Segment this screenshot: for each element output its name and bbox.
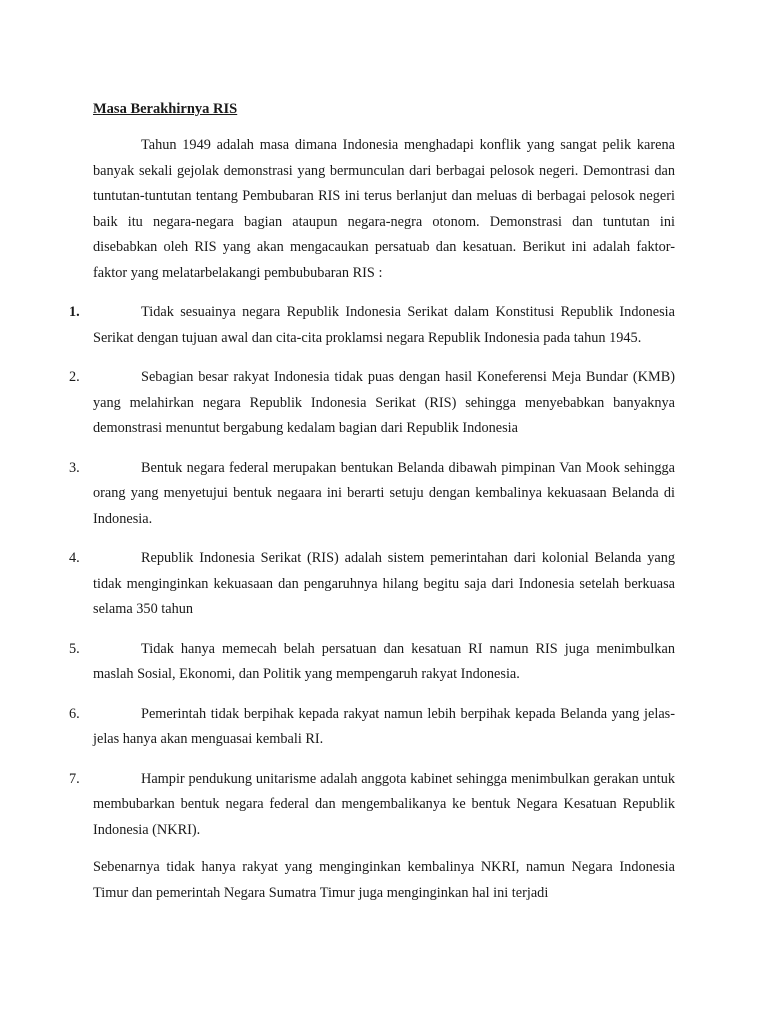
list-item-number: 1. (69, 304, 80, 320)
list-item-number: 5. (69, 640, 80, 657)
list-item (69, 637, 675, 688)
list-item-text: Bentuk negara federal merupakan bentukan Belanda dibawah pimpinan Van Mook sehingga orang yang menyetujui bentuk negaara ini berarti setuju dengan kembalinya kekuasaan Belanda di Indonesia. (93, 459, 675, 527)
closing-paragraph: Sebenarnya tidak hanya rakyat yang menginginkan kembalinya NKRI, namun Negara Indonesia Timur dan pemerintah Negara Sumatra Timur juga menginginkan hal ini terjadi (93, 859, 675, 901)
list-item-text: Pemerintah tidak berpihak kepada rakyat namun lebih berpihak kepada Belanda yang jelas-jelas hanya akan menguasai kembali RI. (93, 705, 675, 747)
list-item-text: Tidak sesuainya negara Republik Indonesia Serikat dalam Konstitusi Republik Indonesia Serikat dengan tujuan awal dan cita-cita proklamsi negara Republik Indonesia pada tahun 1945. (93, 304, 675, 346)
list-item-number: 3. (69, 459, 80, 476)
list-item-number: 2. (69, 369, 80, 385)
list-item-text: Sebagian besar rakyat Indonesia tidak puas dengan hasil Koneferensi Meja Bundar (KMB) yang melahirkan negara Republik Indonesia Serikat (RIS) sehingga menyebabkan banyaknya demonstrasi menuntut bergabung kedalam bagian dari Republik Indonesia (93, 369, 675, 436)
list-item-text: Republik Indonesia Serikat (RIS) adalah sistem pemerintahan dari kolonial Belanda yang tidak menginginkan kekuasaan dan pengaruhnya hilang begitu saja dari Indonesia setelah berkuasa selama 350 tahun (93, 550, 675, 617)
factors-list (69, 300, 675, 843)
list-item (69, 365, 675, 442)
list-item-number: 6. (69, 705, 80, 722)
list-item (69, 300, 675, 351)
list-item (69, 767, 675, 844)
list-item (69, 702, 675, 753)
document-title: Masa Berakhirnya RIS (93, 101, 238, 117)
intro-paragraph: Tahun 1949 adalah masa dimana Indonesia menghadapi konflik yang sangat pelik karena banyak sekali gejolak demonstrasi yang bermunculan dari berbagai pelosok negeri. Demontrasi dan tuntutan-tuntutan tentang Pembubaran RIS ini terus berlanjut dan meluas di berbagai pelosok negeri baik itu negara-negara bagian ataupun negara-negra otonom. Demonstrasi dan tuntutan ini disebabkan oleh RIS yang akan mengacaukan persatuab dan kesatuan. Berikut ini adalah faktor-faktor yang melatarbelakangi pembububaran RIS : (93, 137, 675, 281)
list-item-text: Tidak hanya memecah belah persatuan dan kesatuan RI namun RIS juga menimbulkan maslah Sosial, Ekonomi, dan Politik yang mempengaruh rakyat Indonesia. (93, 640, 675, 682)
list-item (69, 546, 675, 623)
list-item (69, 456, 675, 533)
list-item-number: 7. (69, 770, 80, 787)
list-item-text: Hampir pendukung unitarisme adalah anggota kabinet sehingga menimbulkan gerakan untuk membubarkan bentuk negara federal dan mengembalikanya ke bentuk Negara Kesatuan Republik Indonesia (NKRI). (93, 770, 675, 838)
list-item-number: 4. (69, 550, 80, 566)
